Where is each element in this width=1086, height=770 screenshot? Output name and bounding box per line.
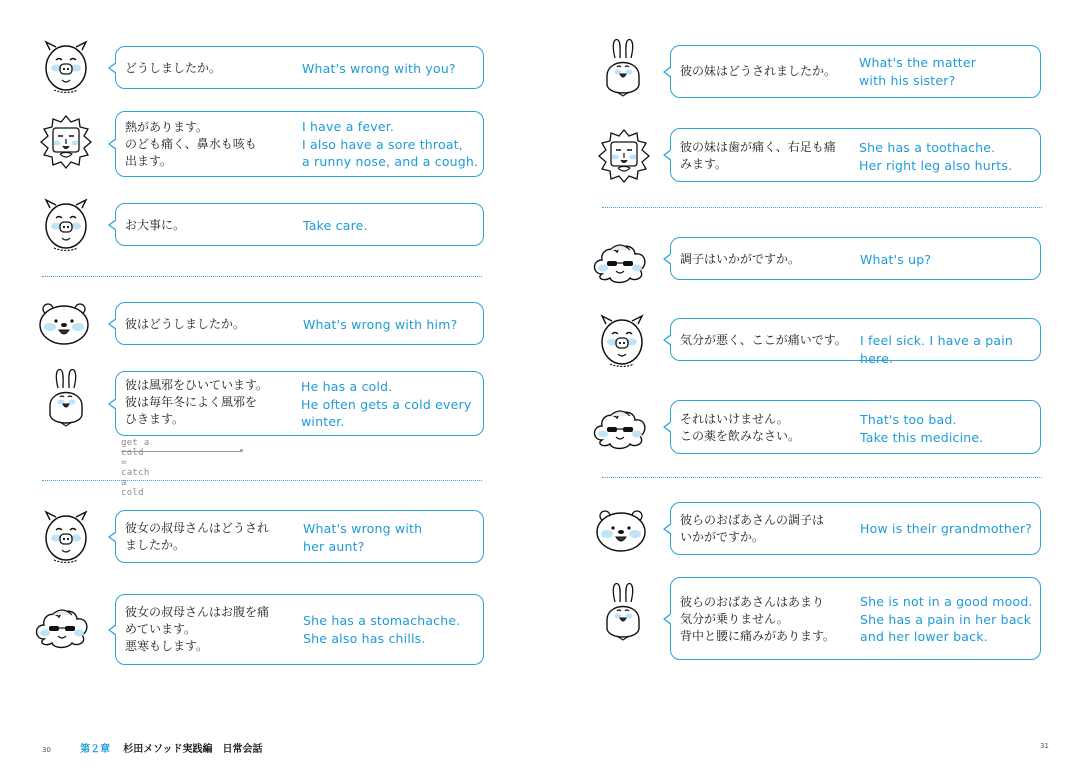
japanese-text: 彼女の叔母さんはお腹を痛 めています。 悪寒もします。 — [125, 605, 270, 653]
cloud-icon — [32, 595, 92, 655]
speech-bubble — [670, 128, 1041, 182]
rabbit-icon — [36, 368, 96, 428]
bubble-tail — [108, 624, 116, 636]
rabbit-icon — [593, 38, 653, 98]
english-text: He has a cold. He often gets a cold every winter. — [301, 379, 472, 429]
lion-icon — [36, 112, 96, 172]
speech-bubble — [670, 318, 1041, 366]
page-footer — [1040, 740, 1049, 751]
bubble-tail — [108, 62, 116, 74]
speech-bubble — [115, 594, 484, 665]
speech-bubble — [115, 510, 484, 563]
japanese-text: 気分が悪く、ここが痛いです。 — [680, 333, 847, 347]
chapter-title: 杉田メソッド実践編 日常会話 — [123, 744, 263, 755]
japanese-text: 彼はどうしましたか。 — [125, 317, 246, 331]
bubble-tail — [663, 149, 671, 161]
english-text: What's up? — [860, 252, 932, 267]
english-text: That's too bad. Take this medicine. — [860, 412, 984, 445]
english-text: She has a stomachache. She also has chills. — [303, 613, 461, 646]
bubble-tail — [108, 219, 116, 231]
note-underline — [121, 451, 241, 452]
english-text: She has a toothache. Her right leg also hurts. — [859, 140, 1013, 173]
cloud-icon — [590, 230, 650, 290]
speech-bubble — [115, 111, 484, 177]
right-page — [543, 0, 1086, 770]
english-text: Take care. — [303, 218, 368, 233]
page-number: 31 — [1040, 742, 1049, 750]
japanese-text: お大事に。 — [125, 218, 186, 232]
english-text: How is their grandmother? — [860, 521, 1033, 536]
japanese-text: それはいけません。 この薬を飲みなさい。 — [680, 412, 801, 443]
japanese-text: 彼女の叔母さんはどうされ ましたか。 — [125, 521, 270, 552]
speech-bubble — [670, 237, 1041, 280]
pig-icon — [36, 38, 96, 98]
english-text: I feel sick. I have a pain here. — [860, 333, 1014, 366]
japanese-text: 熱があります。 のども痛く、鼻水も咳も 出ます。 — [125, 120, 257, 168]
pig-icon — [592, 312, 652, 372]
speech-bubble — [115, 203, 484, 246]
speech-bubble — [115, 46, 484, 89]
japanese-text: 彼の妹は歯が痛く、右足も痛 みます。 — [680, 140, 836, 171]
pig-icon — [36, 508, 96, 568]
bubble-tail — [663, 253, 671, 265]
bubble-tail — [663, 523, 671, 535]
page-footer — [42, 740, 263, 755]
speech-bubble — [670, 502, 1041, 555]
bubble-tail — [108, 531, 116, 543]
japanese-text: 彼らのおばあさんはあまり 気分が乗りません。 背中と腰に痛みがあります。 — [680, 595, 836, 643]
bubble-tail — [663, 421, 671, 433]
bubble-tail — [663, 613, 671, 625]
speech-bubble — [115, 302, 484, 345]
lion-icon — [594, 126, 654, 186]
japanese-text: どうしましたか。 — [125, 61, 222, 75]
usage-note: get a cold = catch a cold — [121, 438, 150, 498]
section-divider — [602, 477, 1042, 478]
section-divider — [42, 276, 482, 277]
english-text: What's wrong with her aunt? — [303, 521, 423, 554]
bear-icon — [591, 500, 651, 560]
note-dot — [240, 449, 243, 452]
page-number: 30 — [42, 746, 51, 754]
chapter-label: 第２章 — [80, 744, 111, 755]
rabbit-icon — [593, 582, 653, 642]
bubble-tail — [108, 318, 116, 330]
bear-icon — [34, 293, 94, 353]
section-divider — [602, 207, 1042, 208]
english-text: She is not in a good mood. She has a pain in her back and her lower back. — [860, 594, 1033, 644]
speech-bubble — [670, 400, 1041, 454]
japanese-text: 彼らのおばあさんの調子は いかがですか。 — [680, 513, 825, 544]
japanese-text: 彼の妹はどうされましたか。 — [680, 64, 837, 78]
speech-bubble — [670, 577, 1041, 660]
english-text: What's wrong with you? — [302, 61, 456, 76]
english-text: I have a fever. I also have a sore throat, a runny nose, and a cough. — [302, 119, 479, 169]
bubble-tail — [663, 66, 671, 78]
speech-bubble — [670, 45, 1041, 98]
bubble-tail — [108, 398, 116, 410]
english-text: What's wrong with him? — [303, 317, 458, 332]
pig-icon — [36, 196, 96, 256]
section-divider — [42, 480, 482, 481]
english-text: What's the matter with his sister? — [859, 55, 977, 88]
bubble-tail — [108, 138, 116, 150]
japanese-text: 彼は風邪をひいています。 彼は毎年冬によく風邪を ひきます。 — [125, 378, 269, 426]
bubble-tail — [663, 334, 671, 346]
japanese-text: 調子はいかがですか。 — [680, 252, 801, 266]
cloud-icon — [590, 396, 650, 456]
speech-bubble — [115, 371, 484, 436]
